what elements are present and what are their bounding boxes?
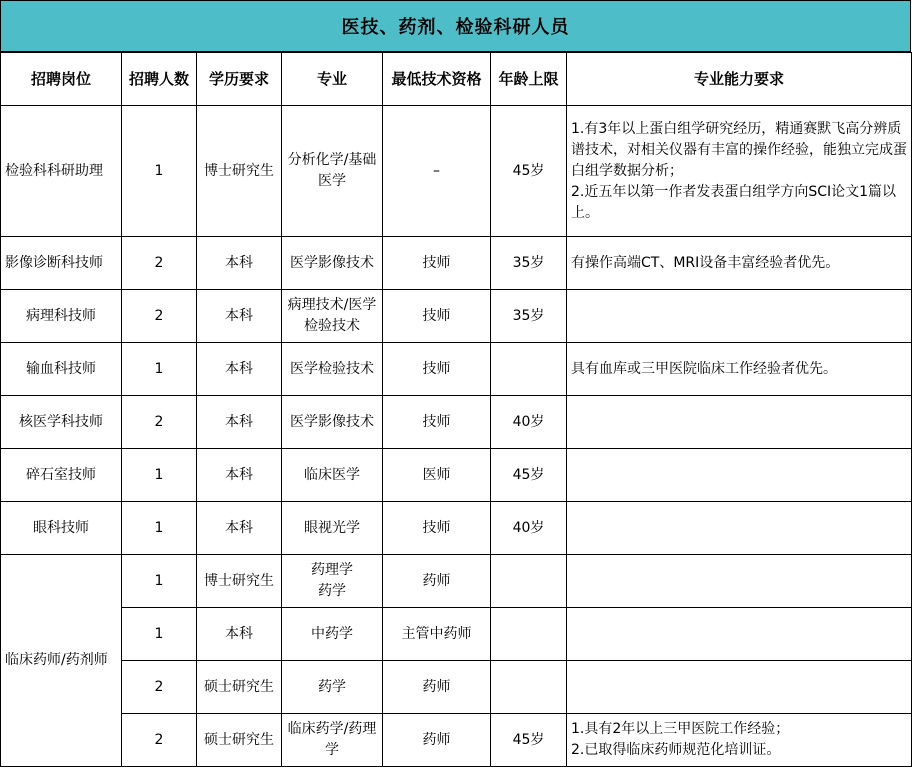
cell-count: 2 bbox=[122, 661, 197, 714]
cell-count: 2 bbox=[122, 714, 197, 767]
cell-major: 临床医学 bbox=[282, 449, 383, 502]
cell-position: 检验科科研助理 bbox=[1, 106, 122, 237]
cell-age bbox=[491, 608, 567, 661]
cell-position: 眼科技师 bbox=[1, 502, 122, 555]
table-row bbox=[1, 555, 912, 608]
cell-requirement bbox=[567, 555, 912, 608]
cell-education: 硕士研究生 bbox=[197, 714, 282, 767]
cell-qualification: – bbox=[383, 106, 491, 237]
cell-education: 本科 bbox=[197, 396, 282, 449]
header-major: 专业 bbox=[282, 53, 383, 106]
cell-qualification: 药师 bbox=[383, 555, 491, 608]
cell-major: 医学影像技术 bbox=[282, 396, 383, 449]
cell-major: 眼视光学 bbox=[282, 502, 383, 555]
table-row bbox=[1, 714, 912, 767]
cell-requirement: 1.具有2年以上三甲医院工作经验； 2.已取得临床药师规范化培训证。 bbox=[567, 714, 912, 767]
header-education: 学历要求 bbox=[197, 53, 282, 106]
cell-age bbox=[491, 661, 567, 714]
cell-age: 40岁 bbox=[491, 502, 567, 555]
cell-requirement: 具有血库或三甲医院临床工作经验者优先。 bbox=[567, 343, 912, 396]
table-title: 医技、药剂、检验科研人员 bbox=[0, 0, 911, 52]
cell-major: 中药学 bbox=[282, 608, 383, 661]
table-row bbox=[1, 343, 912, 396]
header-count: 招聘人数 bbox=[122, 53, 197, 106]
header-qualification: 最低技术资格 bbox=[383, 53, 491, 106]
header-age: 年龄上限 bbox=[491, 53, 567, 106]
cell-count: 1 bbox=[122, 502, 197, 555]
cell-requirement bbox=[567, 449, 912, 502]
cell-age bbox=[491, 555, 567, 608]
cell-position: 影像诊断科技师 bbox=[1, 237, 122, 290]
cell-count: 1 bbox=[122, 106, 197, 237]
cell-requirement bbox=[567, 608, 912, 661]
cell-major: 分析化学/基础医学 bbox=[282, 106, 383, 237]
cell-age bbox=[491, 343, 567, 396]
cell-position-merged: 临床药师/药剂师 bbox=[1, 555, 122, 767]
cell-age: 45岁 bbox=[491, 714, 567, 767]
cell-major: 药学 bbox=[282, 661, 383, 714]
cell-qualification: 主管中药师 bbox=[383, 608, 491, 661]
header-row bbox=[1, 53, 912, 106]
cell-age: 35岁 bbox=[491, 237, 567, 290]
cell-education: 博士研究生 bbox=[197, 106, 282, 237]
cell-position: 核医学科技师 bbox=[1, 396, 122, 449]
cell-major: 药理学 药学 bbox=[282, 555, 383, 608]
cell-education: 博士研究生 bbox=[197, 555, 282, 608]
cell-requirement bbox=[567, 502, 912, 555]
cell-qualification: 药师 bbox=[383, 661, 491, 714]
cell-major: 医学检验技术 bbox=[282, 343, 383, 396]
table-row bbox=[1, 396, 912, 449]
cell-requirement bbox=[567, 661, 912, 714]
cell-count: 1 bbox=[122, 449, 197, 502]
cell-requirement bbox=[567, 396, 912, 449]
cell-major: 临床药学/药理学 bbox=[282, 714, 383, 767]
table-row bbox=[1, 237, 912, 290]
cell-age: 45岁 bbox=[491, 449, 567, 502]
cell-age: 40岁 bbox=[491, 396, 567, 449]
recruitment-table bbox=[0, 52, 912, 767]
cell-major: 医学影像技术 bbox=[282, 237, 383, 290]
table-row bbox=[1, 106, 912, 237]
cell-education: 本科 bbox=[197, 237, 282, 290]
cell-education: 本科 bbox=[197, 449, 282, 502]
cell-major: 病理技术/医学检验技术 bbox=[282, 290, 383, 343]
cell-education: 硕士研究生 bbox=[197, 661, 282, 714]
table-row bbox=[1, 449, 912, 502]
cell-qualification: 医师 bbox=[383, 449, 491, 502]
cell-education: 本科 bbox=[197, 502, 282, 555]
cell-count: 1 bbox=[122, 343, 197, 396]
cell-requirement bbox=[567, 290, 912, 343]
table-row bbox=[1, 661, 912, 714]
cell-age: 35岁 bbox=[491, 290, 567, 343]
cell-qualification: 技师 bbox=[383, 502, 491, 555]
cell-qualification: 技师 bbox=[383, 396, 491, 449]
cell-qualification: 技师 bbox=[383, 343, 491, 396]
table-row bbox=[1, 608, 912, 661]
cell-qualification: 技师 bbox=[383, 290, 491, 343]
table-row bbox=[1, 502, 912, 555]
cell-position: 输血科技师 bbox=[1, 343, 122, 396]
cell-education: 本科 bbox=[197, 343, 282, 396]
header-requirement: 专业能力要求 bbox=[567, 53, 912, 106]
cell-count: 2 bbox=[122, 396, 197, 449]
cell-education: 本科 bbox=[197, 290, 282, 343]
cell-count: 1 bbox=[122, 608, 197, 661]
cell-count: 1 bbox=[122, 555, 197, 608]
cell-qualification: 药师 bbox=[383, 714, 491, 767]
cell-qualification: 技师 bbox=[383, 237, 491, 290]
cell-count: 2 bbox=[122, 237, 197, 290]
cell-count: 2 bbox=[122, 290, 197, 343]
cell-requirement: 有操作高端CT、MRI设备丰富经验者优先。 bbox=[567, 237, 912, 290]
cell-education: 本科 bbox=[197, 608, 282, 661]
table-row bbox=[1, 290, 912, 343]
cell-position: 碎石室技师 bbox=[1, 449, 122, 502]
cell-position: 病理科技师 bbox=[1, 290, 122, 343]
header-position: 招聘岗位 bbox=[1, 53, 122, 106]
cell-age: 45岁 bbox=[491, 106, 567, 237]
cell-requirement: 1.有3年以上蛋白组学研究经历，精通赛默飞高分辨质谱技术，对相关仪器有丰富的操作经验，能独立完成蛋白组学数据分析； 2.近五年以第一作者发表蛋白组学方向SCI论文1篇以上。 bbox=[567, 106, 912, 237]
